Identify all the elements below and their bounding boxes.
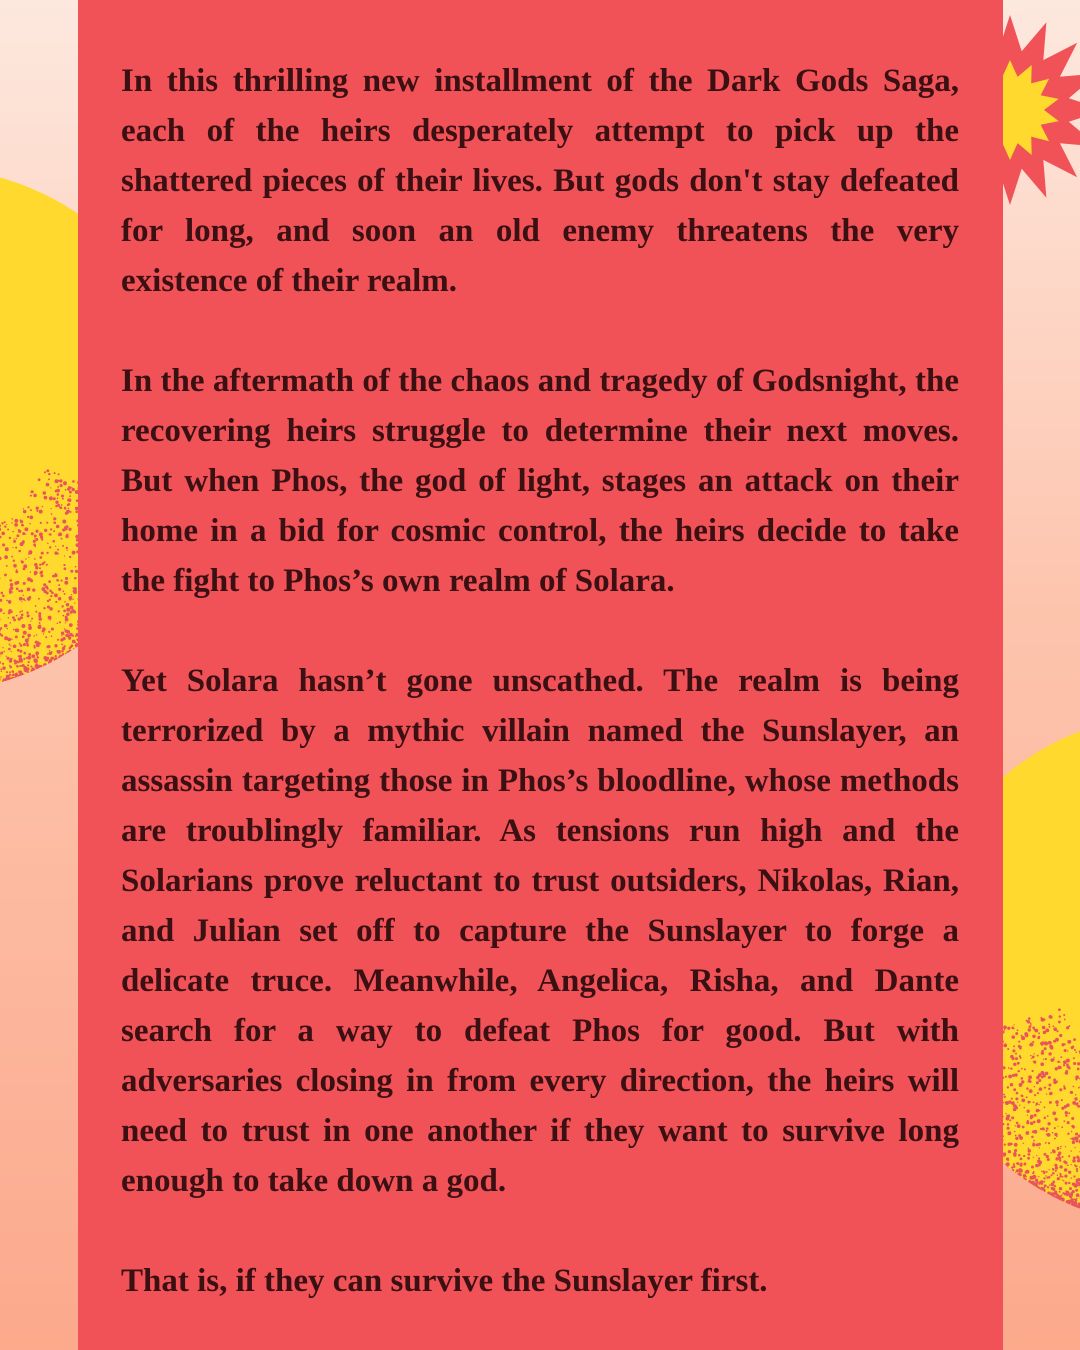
description-paragraph-2: In the aftermath of the chaos and tragedy of Godsnight, the recovering heirs struggle to determine their next moves. But when Phos, the god of light, stages an attack on their home in a bid for cosmic control, the heirs decide to take the fight to Phos’s own realm of Solara. <box>121 363 959 599</box>
description-paragraph-1: In this thrilling new installment of the Dark Gods Saga, each of the heirs desperately attempt to pick up the shattered pieces of their lives. But gods don't stay defeated for long, and soon an old enemy threatens the very existence of their realm. <box>121 63 959 299</box>
book-description <box>121 56 959 1306</box>
closing-line: That is, if they can survive the Sunslayer first. <box>121 1263 768 1299</box>
description-paragraph-3: Yet Solara hasn’t gone unscathed. The realm is being terrorized by a mythic villain named the Sunslayer, an assassin targeting those in Phos’s bloodline, whose methods are troublingly familiar. As tensions run high and the Solarians prove reluctant to trust outsiders, Nikolas, Rian, and Julian set off to capture the Sunslayer to forge a delicate truce. Meanwhile, Angelica, Risha, and Dante search for a way to defeat Phos for good. But with adversaries closing in from every direction, the heirs will need to trust in one another if they want to survive long enough to take down a god. <box>121 663 959 1199</box>
